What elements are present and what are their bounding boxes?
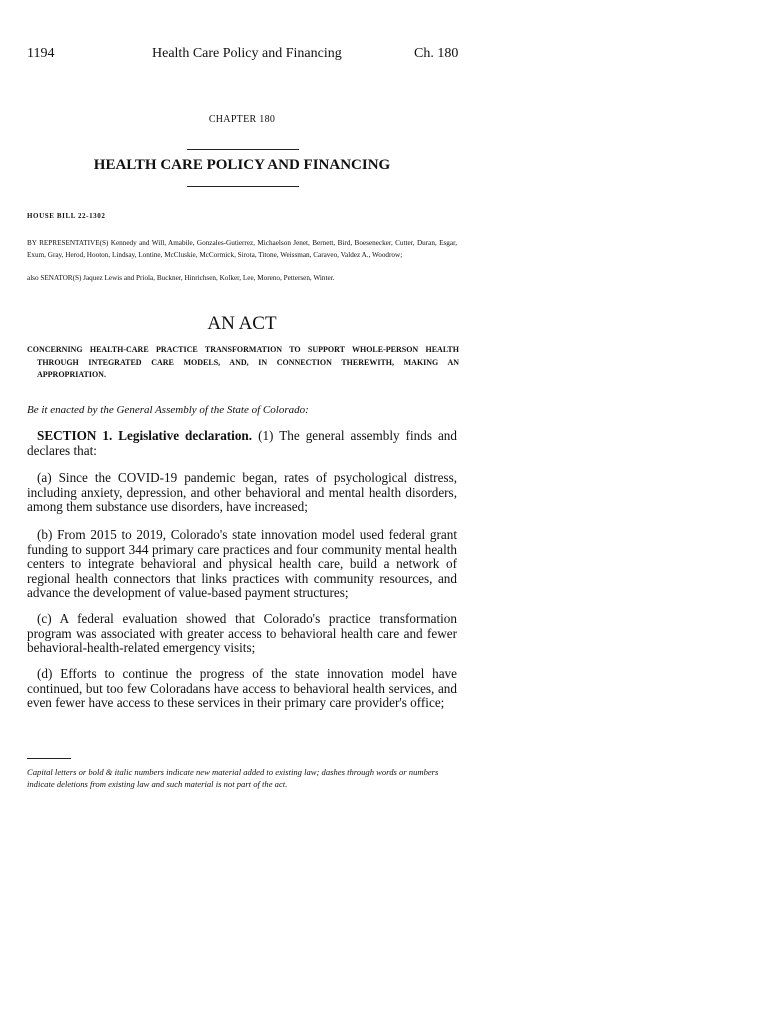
footnote: Capital letters or bold & italic numbers indicate new material added to existing law; dashes through words or numbers indicate deletions from existing law and such material is not part of the act. bbox=[27, 767, 439, 789]
paragraph-c: (c) A federal evaluation showed that Colorado's practice transformation program was associated with greater access to behavioral health care and fewer behavioral-health-related emergency visits; bbox=[27, 611, 457, 656]
bill-number: HOUSE BILL 22-1302 bbox=[27, 212, 106, 220]
concerning-text: CONCERNING HEALTH-CARE PRACTICE TRANSFORMATION TO SUPPORT WHOLE-PERSON HEALTH THROUGH INTEGRATED CARE MODELS, AND, IN CONNECTION THEREWITH, MAKING AN APPROPRIATION. bbox=[27, 345, 459, 380]
concerning-clause bbox=[27, 344, 459, 382]
title-rule-bottom bbox=[187, 186, 299, 187]
paragraph-a: (a) Since the COVID-19 pandemic began, rates of psychological distress, including anxiety, depression, and other behavioral and mental health disorders, among them substance use disorders, have increased; bbox=[27, 470, 457, 515]
footnote-rule bbox=[27, 758, 71, 759]
title-rule-top bbox=[187, 149, 299, 150]
enacting-clause: Be it enacted by the General Assembly of the State of Colorado: bbox=[27, 404, 309, 416]
section-1-label: SECTION 1. Legislative declaration. bbox=[37, 428, 253, 443]
house-sponsors: BY REPRESENTATIVE(S) Kennedy and Will, Amabile, Gonzales-Gutierrez, Michaelson Jenet, Bernett, Bird, Boesenecker, Cutter, Duran, Esgar, Exum, Gray, Herod, Hooton, Lindsay, Lontine, McCluskie, McCormick, Sirota, Titone, Weissman, Caraveo, Valdez A., Woodrow; bbox=[27, 239, 457, 260]
chapter-title: HEALTH CARE POLICY AND FINANCING bbox=[93, 157, 391, 173]
page-number: 1194 bbox=[27, 46, 55, 61]
running-title: Health Care Policy and Financing bbox=[152, 46, 342, 61]
senate-sponsors: also SENATOR(S) Jaquez Lewis and Priola, Buckner, Hinrichsen, Kolker, Lee, Moreno, Pettersen, Winter. bbox=[27, 274, 335, 282]
paragraph-b: (b) From 2015 to 2019, Colorado's state innovation model used federal grant funding to support 344 primary care practices and four community mental health centers to integrate behavioral and physical health care, build a network of regional health connectors that links practices with community resources, and advance the development of value-based payment structures; bbox=[27, 527, 457, 601]
chapter-reference: Ch. 180 bbox=[414, 46, 459, 61]
section-1-text: (1) The general assembly finds and declares that: bbox=[27, 428, 457, 458]
act-heading: AN ACT bbox=[207, 313, 277, 334]
paragraph-d: (d) Efforts to continue the progress of the state innovation model have continued, but too few Coloradans have access to behavioral health services, and even fewer have access to these services in their primary care provider's office; bbox=[27, 666, 457, 711]
section-1-paragraph bbox=[27, 429, 457, 458]
chapter-label: CHAPTER 180 bbox=[208, 114, 276, 125]
